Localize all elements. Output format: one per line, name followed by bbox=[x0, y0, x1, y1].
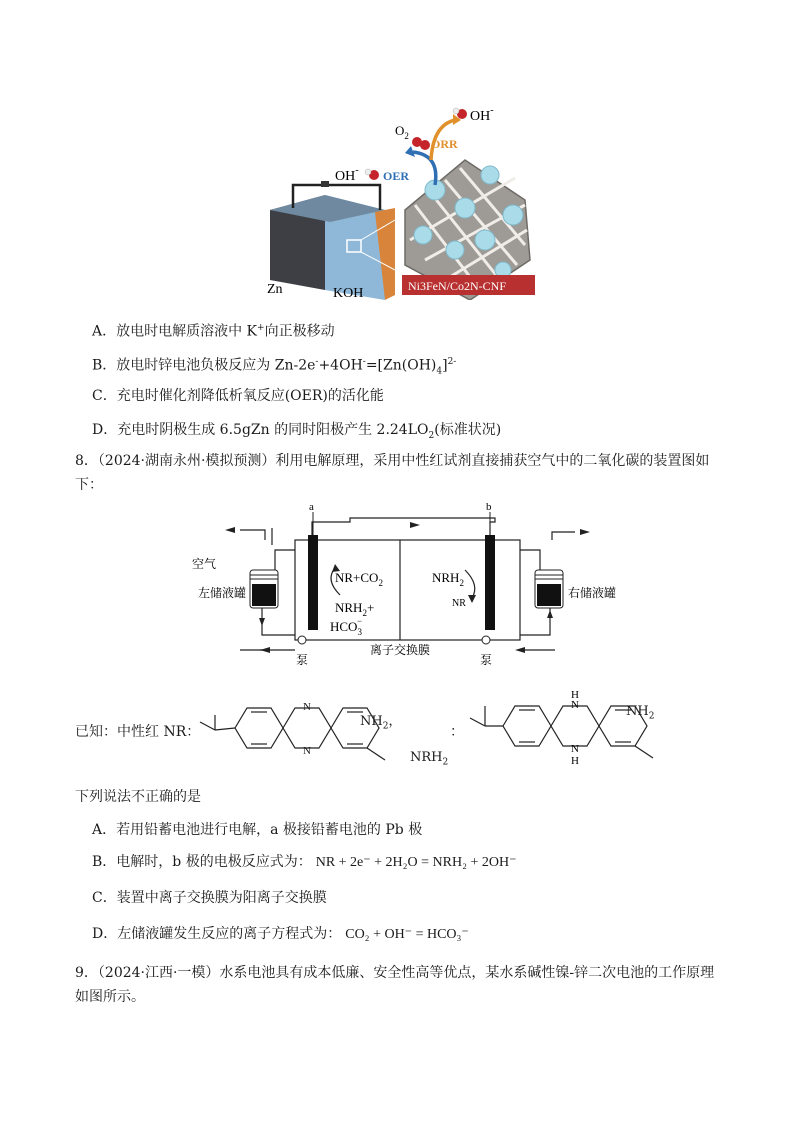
pump-right bbox=[482, 636, 490, 644]
nr-n-top: N bbox=[303, 701, 311, 713]
nr-n-bottom: N bbox=[303, 745, 311, 757]
battery-cell bbox=[270, 181, 395, 300]
q8-option-d: D．左储液罐发生反应的离子方程式为： CO₂ + OH⁻ = HCO₃⁻ bbox=[92, 926, 469, 942]
q7-option-c: C．充电时催化剂降低析氧反应(OER)的活化能 bbox=[92, 388, 384, 404]
q8-option-b: B．电解时，b 极的电极反应式为： NR + 2e⁻ + 2H₂O = NRH₂ + 2OH⁻ bbox=[92, 854, 517, 870]
label-a: a bbox=[309, 501, 314, 513]
q7-option-d: D．充电时阴极生成 6.5gZn 的同时阳极产生 $2.24LO_2$(标准状况) bbox=[92, 422, 502, 441]
label-left-tank: 左储液罐 bbox=[198, 586, 247, 600]
nrh2-n-bottom: N bbox=[571, 743, 579, 755]
q7-option-a: A．放电时电解质溶液中 K+向正极移动 bbox=[92, 323, 335, 340]
colon: ： bbox=[450, 724, 464, 740]
label-pump-right: 泵 bbox=[480, 653, 493, 667]
o2-molecule bbox=[412, 137, 430, 150]
known-label: 已知：中性红 NR： bbox=[75, 724, 201, 740]
o2-label: $O_2$ bbox=[395, 123, 409, 141]
left-tank bbox=[250, 570, 278, 608]
q8-stem-line1: 8．（2024·湖南永州·模拟预测）利用电解原理，采用中性红试剂直接捕获空气中的二氧化碳的装置图如 bbox=[75, 453, 710, 469]
nrh2-label: $NRH_2$ bbox=[410, 750, 449, 768]
electrode-a bbox=[308, 535, 318, 630]
nr-nh2-label: $NH_2$， bbox=[360, 714, 402, 732]
label-nr-co2: $NR+CO_2$ bbox=[335, 570, 383, 588]
q9-line1: 9．（2024·江西·一模）水系电池具有成本低廉、安全性高等优点，某水系碱性镍-锌二次电池的工作原理 bbox=[75, 965, 715, 981]
orr-label: ORR bbox=[431, 137, 458, 151]
pump-left bbox=[298, 636, 306, 644]
oer-label: OER bbox=[383, 169, 410, 183]
label-nr-right: NR bbox=[452, 598, 466, 609]
label-nrh2-plus: $NRH_2+$ bbox=[335, 600, 375, 618]
zn-label: Zn bbox=[267, 282, 283, 297]
nrh2-n-top: N bbox=[571, 699, 579, 711]
label-membrane: 离子交换膜 bbox=[370, 643, 431, 657]
q8-option-a: A．若用铅蓄电池进行电解，a 极接铅蓄电池的 Pb 极 bbox=[92, 822, 423, 838]
q8-option-c: C．装置中离子交换膜为阳离子交换膜 bbox=[92, 890, 327, 906]
label-right-tank: 右储液罐 bbox=[568, 586, 617, 600]
q7-option-b: B．放电时锌电池负极反应为 $Zn-2e^-+4OH^-=[Zn(OH)_4]^{2-}$ bbox=[92, 357, 457, 377]
q8-question: 下列说法不正确的是 bbox=[75, 789, 201, 805]
electrolysis-device-figure bbox=[180, 500, 640, 670]
right-tank bbox=[535, 570, 563, 608]
q9-line2: 如图所示。 bbox=[75, 989, 145, 1005]
nrh2-h-top: H bbox=[571, 689, 579, 701]
label-air: 空气 bbox=[192, 557, 217, 571]
catalyst-label: Ni3FeN/Co2N-CNF bbox=[408, 279, 507, 293]
oh-molecule-left bbox=[365, 169, 379, 180]
label-b: b bbox=[486, 501, 492, 513]
label-nrh2-right: $NRH_2$ bbox=[432, 570, 464, 588]
electrode-b bbox=[485, 535, 495, 630]
nrh2-nh2-label: $NH_2$ bbox=[626, 704, 655, 722]
label-hco3: $HCO_3-$ bbox=[330, 616, 363, 637]
koh-label: KOH bbox=[333, 286, 364, 300]
oh-left-label: OH- bbox=[335, 165, 359, 184]
q8-stem-line2: 下： bbox=[75, 477, 103, 493]
zn-air-battery-figure bbox=[255, 100, 555, 300]
oh-top-label: OH- bbox=[470, 105, 494, 124]
label-pump-left: 泵 bbox=[296, 653, 309, 667]
nrh2-h-bottom: H bbox=[571, 755, 579, 767]
